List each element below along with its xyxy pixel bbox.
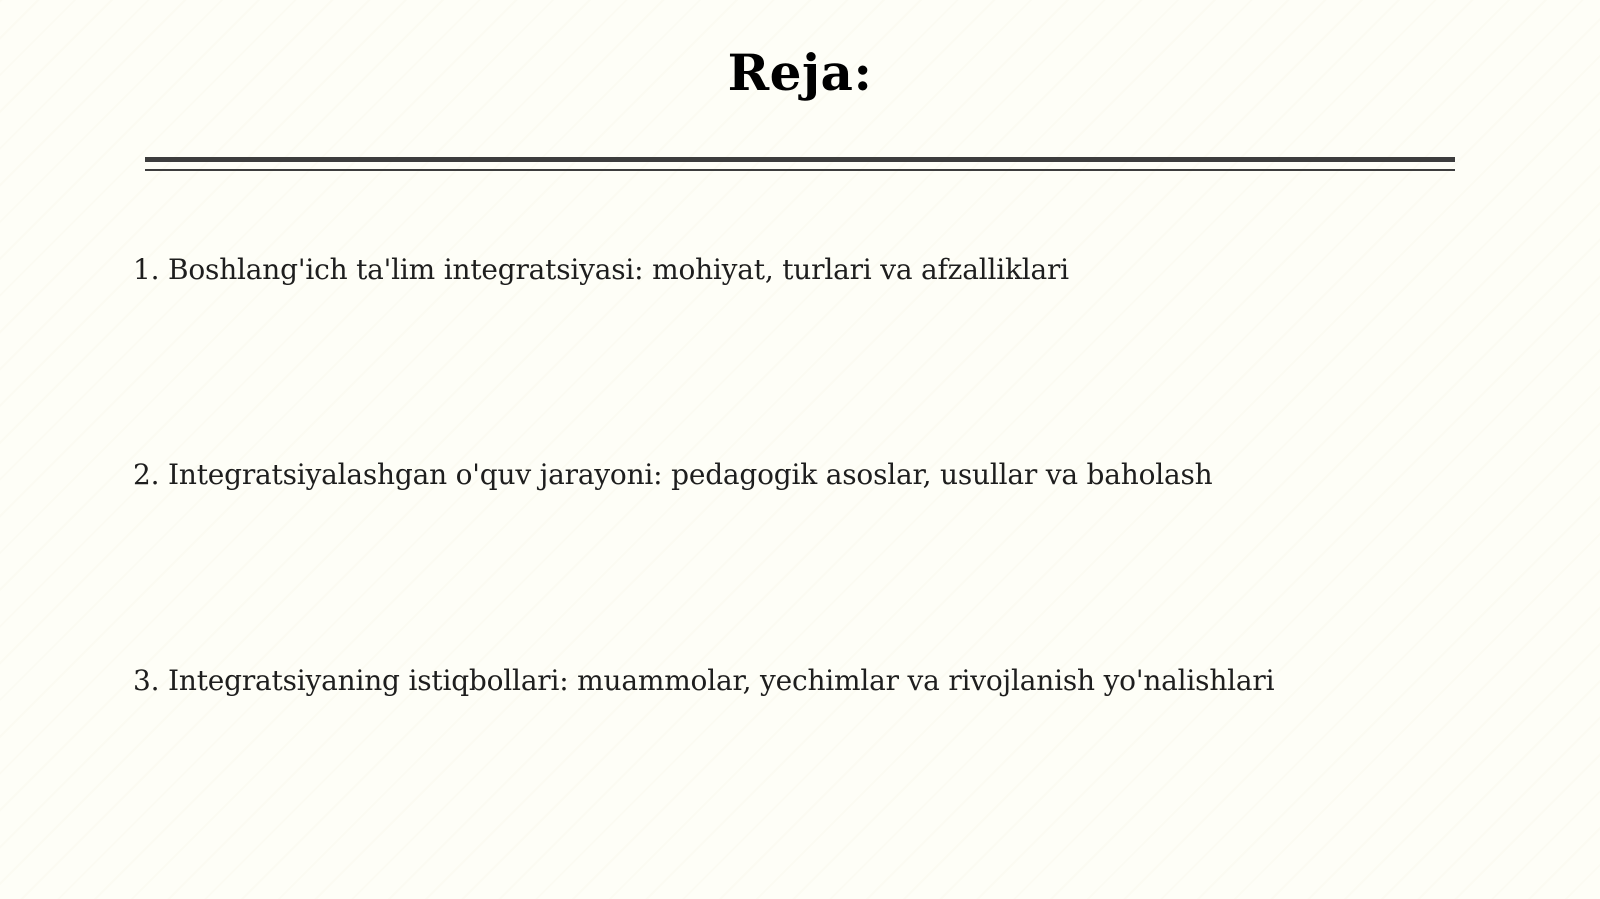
slide-title: Reja: [727, 43, 873, 102]
title-divider-thin [145, 169, 1455, 171]
plan-item-1: 1. Boshlang'ich ta'lim integratsiyasi: mohiyat, turlari va afzalliklari [133, 253, 1069, 286]
plan-item-3: 3. Integratsiyaning istiqbollari: muammolar, yechimlar va rivojlanish yo'nalishlari [133, 664, 1275, 697]
title-divider-thick [145, 157, 1455, 162]
plan-item-2: 2. Integratsiyalashgan o'quv jarayoni: pedagogik asoslar, usullar va baholash [133, 458, 1213, 491]
